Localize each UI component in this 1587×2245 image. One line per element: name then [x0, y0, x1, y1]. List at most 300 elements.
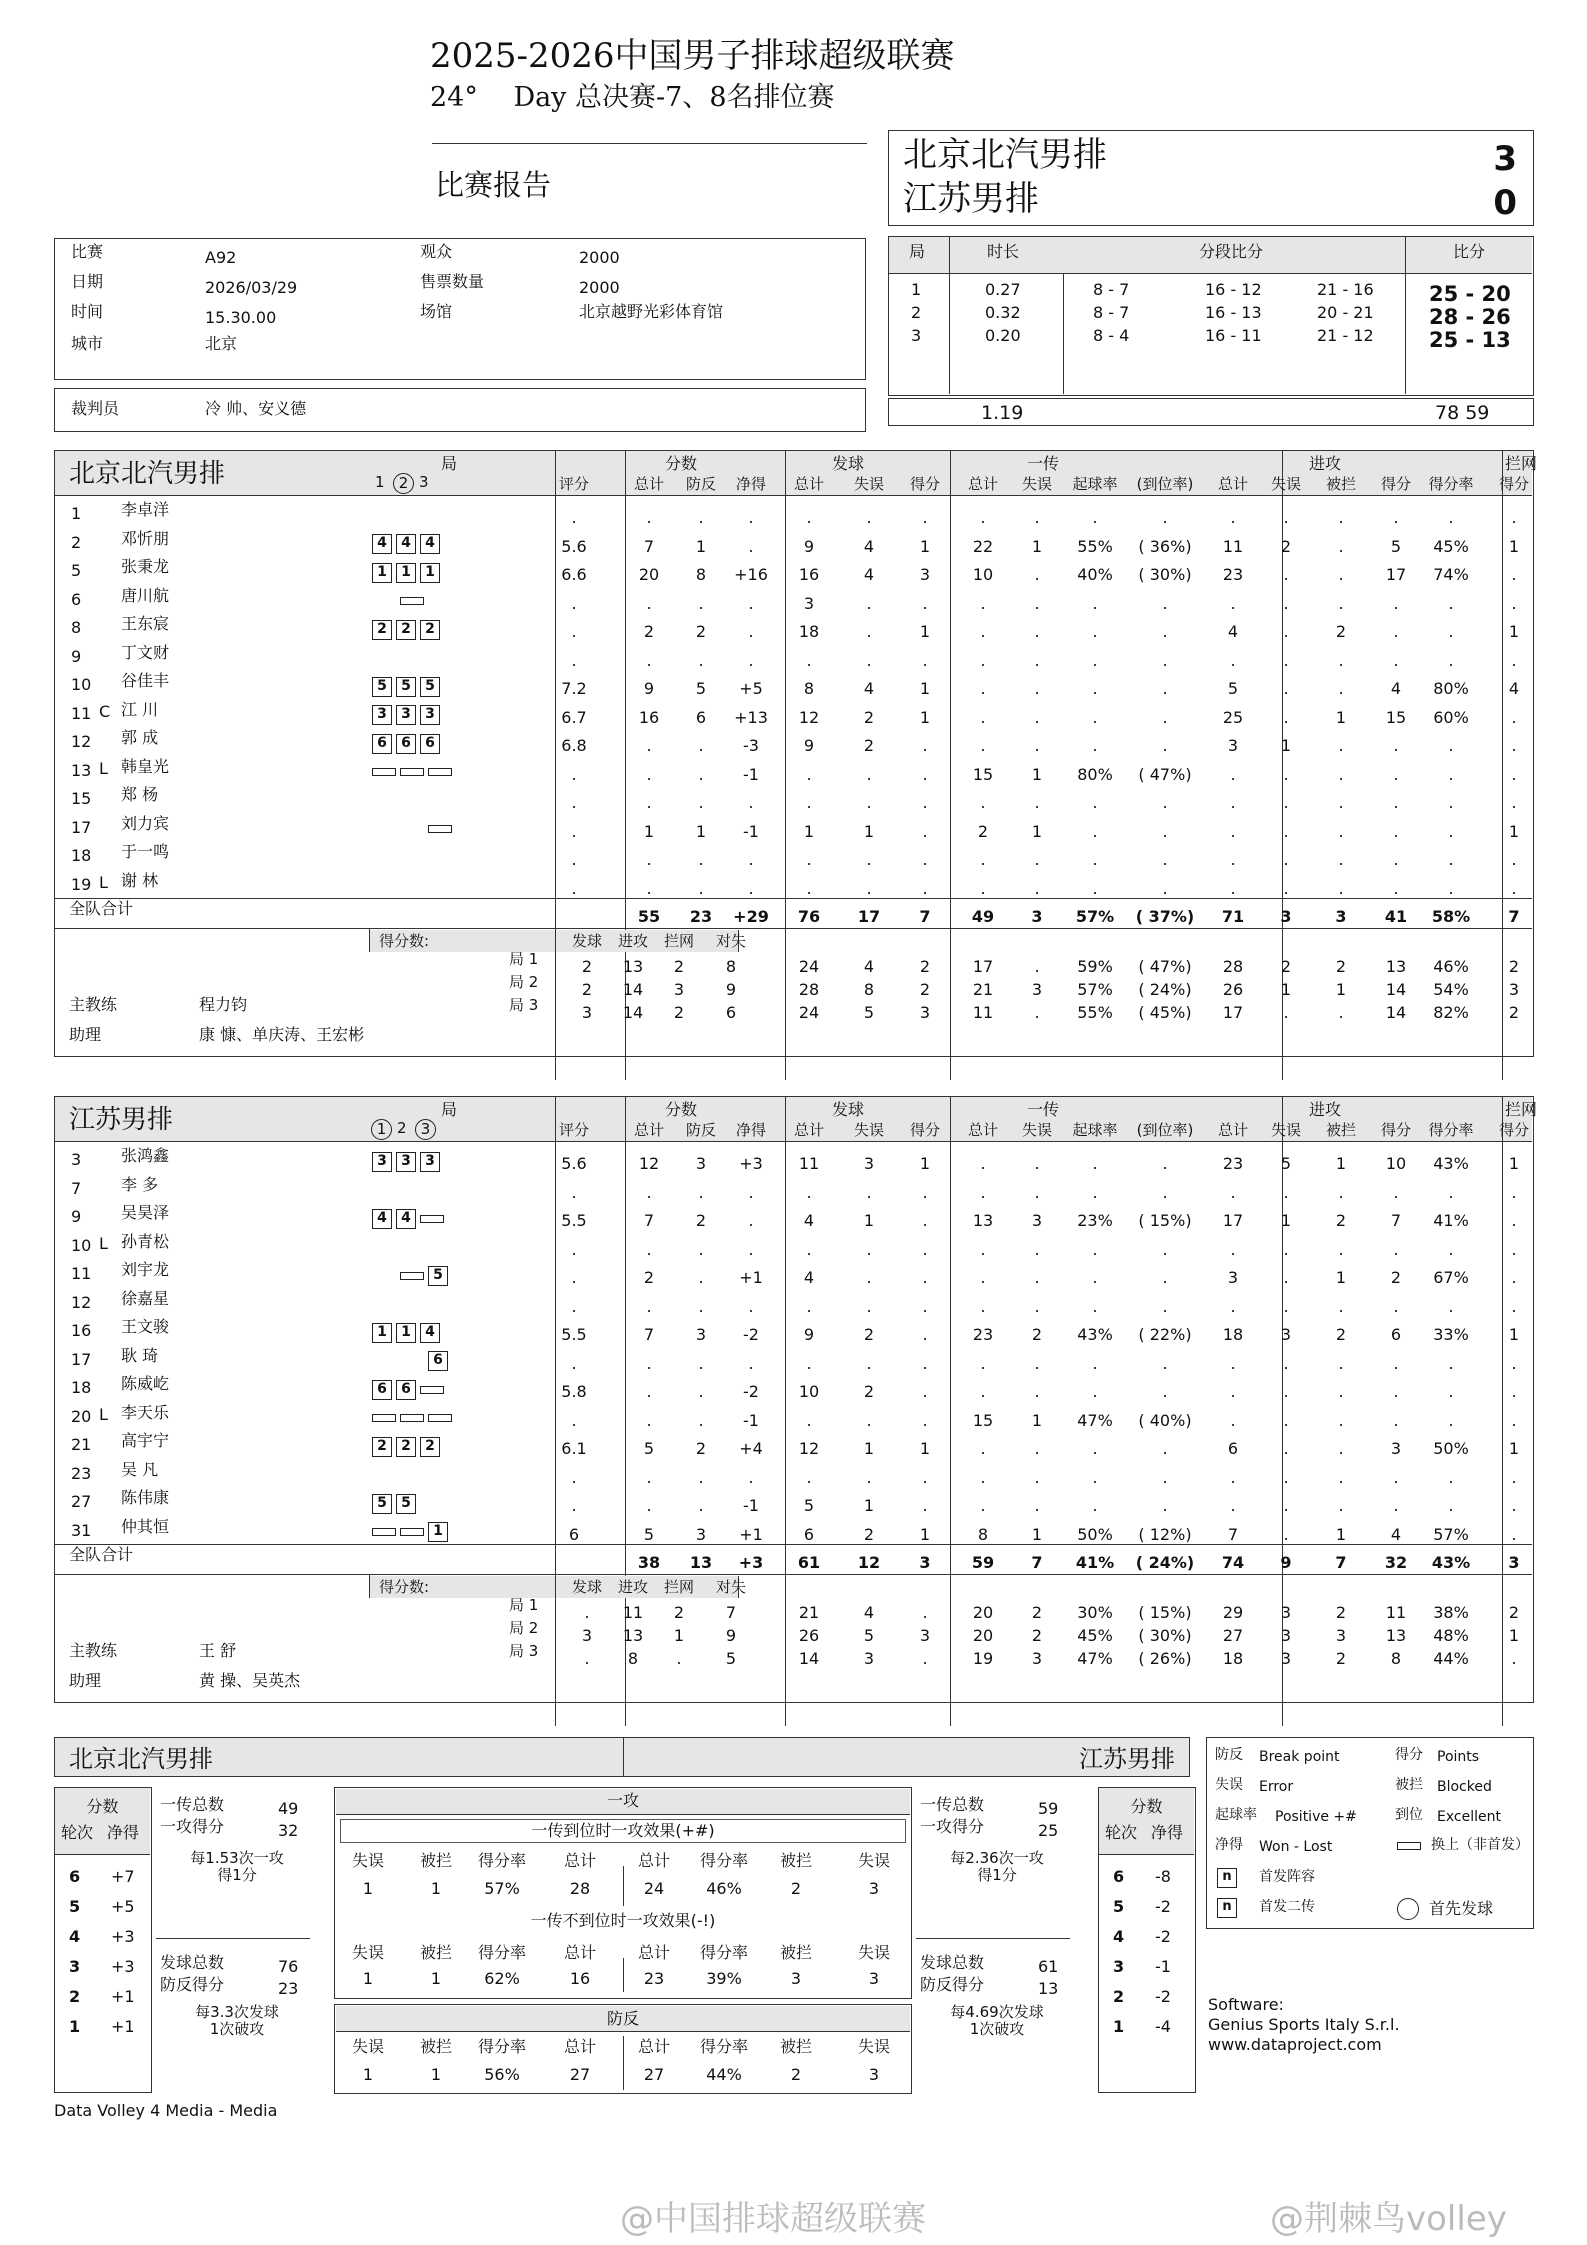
zone-box: 2	[396, 620, 416, 640]
stat-cell: .	[1393, 736, 1399, 755]
breakdown-stat: 26	[798, 1626, 820, 1645]
player-name: 王文骏	[121, 1317, 170, 1336]
stat-cell: 10	[972, 565, 994, 584]
breakdown-stat: ( 45%)	[1138, 1003, 1192, 1022]
stat-cell: 1	[803, 821, 815, 841]
player-number: 5	[71, 561, 82, 580]
set-p3: 21 - 16	[1317, 280, 1374, 299]
player-number: 13	[71, 760, 92, 780]
stat-cell: .	[698, 764, 704, 784]
stat-cell: 16	[638, 707, 660, 727]
stat-cell: .	[1511, 707, 1517, 727]
stat-cell: .	[922, 508, 928, 527]
stat-cell: 1	[919, 679, 931, 698]
rotation-head: 净得	[1151, 1823, 1184, 1842]
player-zones	[372, 676, 462, 698]
zone-box: 3	[372, 705, 392, 725]
set-indicator: 1	[375, 473, 385, 491]
player-name: 郑 杨	[121, 785, 159, 804]
total-cell: 9	[1280, 1553, 1292, 1572]
home-table-frame	[54, 450, 1538, 1057]
col-head-pct: 得分率	[1428, 1121, 1474, 1139]
stat-cell: .	[1230, 850, 1236, 869]
home-srv-note: 每3.3次发球 1次破攻	[195, 2003, 279, 2038]
away-fa: 25	[1038, 1821, 1059, 1840]
col-head: 局	[909, 242, 926, 261]
stat-cell: .	[980, 650, 986, 670]
col-head: 分段比分	[1199, 242, 1264, 261]
stat-cell: .	[866, 622, 872, 641]
stat-cell: 8	[977, 1524, 989, 1544]
stat-cell: .	[1283, 1268, 1289, 1287]
stat-cell: .	[646, 508, 652, 527]
player-name: 吴 凡	[121, 1459, 159, 1479]
stat-cell: .	[806, 850, 812, 869]
coach-name: 王 舒	[199, 1641, 237, 1660]
breakdown-stat: .	[1338, 1003, 1344, 1022]
stat-cell: 2	[1335, 622, 1347, 641]
stat-cell: .	[1162, 736, 1168, 755]
stat-cell: .	[571, 793, 577, 812]
stat-cell: .	[748, 536, 754, 556]
player-number: 31	[71, 1520, 92, 1540]
stat-cell: .	[1283, 821, 1289, 841]
col-head-exc: (到位率)	[1136, 475, 1194, 493]
col-head-total: 总计	[793, 475, 824, 493]
stat-cell: .	[698, 850, 704, 869]
stat-cell: .	[922, 764, 928, 784]
stat-cell: 5	[643, 1439, 655, 1458]
stat-cell: .	[1511, 764, 1517, 784]
breakdown-stat: 3	[1031, 1649, 1043, 1668]
stat-cell: .	[571, 1496, 577, 1515]
stat-cell: 7.2	[561, 679, 587, 698]
stat-cell: .	[1393, 1239, 1399, 1259]
player-number: 21	[71, 1435, 92, 1454]
stat-cell: .	[1162, 1496, 1168, 1515]
stat-cell: .	[1092, 878, 1098, 898]
stat-cell: .	[571, 508, 577, 527]
mid-col-head: 被拦	[779, 2037, 812, 2056]
stat-cell: .	[1162, 707, 1168, 727]
stat-cell: .	[922, 878, 928, 898]
player-zones	[372, 1351, 462, 1373]
breakdown-cell: .	[584, 1603, 590, 1622]
away-srv: 61	[1038, 1957, 1059, 1976]
stat-cell: .	[1230, 1296, 1236, 1316]
stat-cell: .	[698, 1410, 704, 1430]
zone-box: 2	[372, 1437, 392, 1457]
date: 2026/03/29	[205, 278, 298, 297]
stat-cell: 1	[1335, 1524, 1347, 1544]
stat-cell: .	[1162, 593, 1168, 613]
stat-cell: .	[698, 1382, 704, 1401]
breakdown-stat: 19	[972, 1649, 994, 1668]
stat-cell: 6	[803, 1524, 815, 1544]
total-cell: 55	[637, 907, 661, 926]
player-name: 徐嘉星	[121, 1288, 170, 1308]
stat-cell: .	[1230, 878, 1236, 898]
mid-cell: 3	[868, 2065, 880, 2084]
player-zones	[372, 648, 462, 670]
breakdown-cell: 9	[725, 1626, 737, 1645]
stat-cell: .	[698, 593, 704, 613]
set-score-table	[888, 236, 1534, 396]
stat-cell: .	[646, 878, 652, 898]
stat-cell: .	[1511, 1296, 1517, 1316]
stat-cell: .	[1448, 650, 1454, 670]
stat-cell: .	[806, 1353, 812, 1373]
match-code: A92	[205, 248, 237, 267]
rotation-number: 1	[69, 2017, 81, 2036]
stat-cell: 12	[798, 707, 820, 727]
breakdown-stat: 3	[919, 1003, 931, 1022]
breakdown-stat: 82%	[1433, 1003, 1469, 1022]
stat-cell: .	[980, 1439, 986, 1458]
legend-term: 首先发球	[1429, 1899, 1494, 1918]
zone-box: 6	[420, 734, 440, 754]
stat-cell: .	[806, 764, 812, 784]
zone-box: 1	[420, 563, 440, 583]
stat-cell: .	[1393, 878, 1399, 898]
breakdown-stat: 1	[1508, 1626, 1520, 1645]
breakdown-stat: 29	[1222, 1603, 1244, 1622]
player-zones	[372, 1294, 462, 1316]
breakdown-stat: 44%	[1433, 1649, 1469, 1668]
stat-cell: 41%	[1433, 1211, 1469, 1230]
stat-cell: ( 36%)	[1138, 536, 1192, 556]
team-name: 北京北汽男排	[69, 459, 226, 489]
breakdown-stat: 8	[863, 980, 875, 999]
breakdown-cell: .	[584, 1649, 590, 1668]
mid-cell: 46%	[706, 1879, 742, 1898]
col-head-pos: 起球率	[1072, 475, 1118, 493]
stat-cell: .	[1230, 821, 1236, 841]
set-score: 25 - 13	[1429, 328, 1511, 352]
stat-cell: 6.6	[561, 565, 587, 584]
breakdown-stat: 3	[919, 1626, 931, 1645]
set-label: 局 3	[509, 1642, 539, 1660]
stat-cell: .	[1338, 508, 1344, 527]
stat-cell: 3	[695, 1154, 707, 1173]
set-duration: 0.20	[985, 326, 1021, 345]
legend-desc: Blocked	[1437, 1779, 1492, 1795]
stat-cell: .	[980, 1182, 986, 1202]
set-p2: 16 - 11	[1205, 326, 1262, 345]
stat-cell: .	[922, 1410, 928, 1430]
stat-cell: .	[1162, 850, 1168, 869]
stat-cell: 4	[863, 536, 875, 556]
team-name: 江苏男排	[69, 1105, 174, 1135]
player-name: 谢 林	[121, 870, 159, 890]
stat-cell: .	[1283, 793, 1289, 812]
stat-cell: 1	[919, 1439, 931, 1458]
breakdown-stat: 3	[863, 1649, 875, 1668]
set-indicator: 1	[371, 1119, 392, 1140]
stat-cell: .	[1230, 1182, 1236, 1202]
mid-cell: 1	[362, 2065, 374, 2084]
stat-cell: .	[1092, 593, 1098, 613]
stat-cell: .	[1034, 593, 1040, 613]
player-zones	[372, 619, 462, 641]
stat-cell: .	[1393, 1353, 1399, 1373]
total-cell: 41%	[1075, 1553, 1115, 1572]
stat-cell: .	[1034, 622, 1040, 641]
stat-cell: ( 40%)	[1138, 1410, 1192, 1430]
total-cell: 59	[971, 1553, 995, 1572]
stat-cell: .	[1092, 1182, 1098, 1202]
stat-cell: .	[748, 1467, 754, 1487]
player-zones	[372, 1436, 462, 1458]
stat-cell: .	[1448, 878, 1454, 898]
breakdown-stat: 8	[1390, 1649, 1402, 1668]
col-head-total: 总计	[793, 1121, 824, 1139]
time: 15.30.00	[205, 308, 277, 327]
label: 裁判员	[71, 399, 120, 418]
referees: 冷 帅、安义德	[205, 399, 307, 418]
rotation-head: 轮次	[61, 1823, 94, 1842]
final-score-box	[888, 130, 1534, 226]
total-cell: 3	[1280, 907, 1292, 926]
stat-cell: 5.6	[561, 1154, 587, 1173]
stat-cell: .	[1162, 1382, 1168, 1401]
stat-cell: 2	[863, 1325, 875, 1344]
rotation-number: 5	[69, 1897, 81, 1916]
set-p3: 20 - 21	[1317, 303, 1374, 322]
breakdown-stat: 2	[1508, 957, 1520, 976]
breakdown-cell: 1	[673, 1626, 685, 1645]
away-rec-total: 59	[1038, 1799, 1059, 1818]
stat-cell: .	[922, 793, 928, 812]
stat-cell: .	[748, 1296, 754, 1316]
stat-cell: .	[571, 622, 577, 641]
stat-cell: .	[980, 1154, 986, 1173]
stat-cell: .	[1283, 1382, 1289, 1401]
stat-cell: 1	[863, 1439, 875, 1458]
stat-cell: .	[1092, 1439, 1098, 1458]
stat-cell: .	[1338, 850, 1344, 869]
stat-cell: .	[980, 1496, 986, 1515]
home-fa-note: 每1.53次一攻 得1分	[190, 1849, 284, 1884]
breakdown-stat: 57%	[1077, 980, 1113, 999]
col-head-total: 总计	[1217, 1121, 1248, 1139]
player-zones	[372, 562, 462, 584]
stat-cell: .	[1092, 1268, 1098, 1287]
breakdown-stat: 14	[1385, 1003, 1407, 1022]
col-head-pct: 得分率	[1428, 475, 1474, 493]
home-bp-label: 防反得分	[160, 1975, 225, 1994]
total-cell: 13	[689, 1553, 713, 1572]
starting-lineup-icon: n	[1217, 1868, 1237, 1888]
stat-cell: .	[1448, 1182, 1454, 1202]
stat-cell: 2	[863, 1524, 875, 1544]
breakdown-stat: .	[922, 1649, 928, 1668]
rotation-head: 净得	[107, 1823, 140, 1842]
stat-cell: .	[1511, 793, 1517, 812]
total-cell: 17	[857, 907, 881, 926]
mid-cell: 27	[643, 2065, 665, 2084]
stat-cell: 1	[1335, 1268, 1347, 1287]
stat-cell: .	[980, 1382, 986, 1401]
stat-cell: 6	[568, 1524, 580, 1544]
col-head-blocked: 被拦	[1325, 475, 1356, 493]
set-set: 3	[911, 326, 922, 345]
breakdown-stat: 3	[1280, 1603, 1292, 1622]
breakdown-stat: 3	[1335, 1626, 1347, 1645]
player-zones	[372, 1237, 462, 1259]
rotation-number: 2	[1113, 1987, 1125, 2006]
total-cell: ( 37%)	[1135, 907, 1195, 926]
zone-box: 1	[372, 1323, 392, 1343]
stat-cell: .	[1034, 565, 1040, 584]
stat-cell: .	[980, 707, 986, 727]
stat-cell: .	[922, 736, 928, 755]
stat-cell: 5.8	[561, 1382, 587, 1401]
stat-cell: 80%	[1433, 679, 1469, 698]
col-head-err: 失误	[853, 475, 884, 493]
stat-cell: 8	[803, 679, 815, 698]
player-number: 2	[71, 532, 82, 552]
breakdown-cell: 8	[627, 1649, 639, 1668]
breakdown-head: 进攻	[617, 1578, 648, 1596]
legend-desc: Won - Lost	[1259, 1839, 1333, 1855]
zone-box: 5	[372, 677, 392, 697]
breakdown-stat: 24	[798, 1003, 820, 1022]
stat-cell: .	[866, 1239, 872, 1259]
set-p1: 8 - 4	[1093, 326, 1130, 345]
col-head-total: 总计	[967, 1121, 998, 1139]
software-vendor: Genius Sports Italy S.r.l.	[1208, 2015, 1400, 2034]
stat-cell: .	[1092, 1382, 1098, 1401]
stat-cell: .	[1092, 736, 1098, 755]
zone-box: 2	[396, 1437, 416, 1457]
breakdown-stat: ( 15%)	[1138, 1603, 1192, 1622]
stat-cell: .	[1230, 593, 1236, 613]
stat-cell: .	[1230, 1382, 1236, 1401]
stat-cell: .	[806, 650, 812, 670]
player-zones	[372, 591, 462, 613]
stat-cell: 10	[1385, 1154, 1407, 1173]
mid-cell: 1	[362, 1969, 374, 1988]
set-label: 局 2	[509, 1619, 539, 1637]
mid-col-head: 总计	[637, 2037, 670, 2056]
stat-cell: .	[1283, 679, 1289, 698]
stat-cell: 2	[695, 1211, 707, 1230]
stat-cell: .	[571, 1296, 577, 1316]
col-head-err: 失误	[853, 1121, 884, 1139]
stat-cell: .	[806, 1410, 812, 1430]
stat-cell: .	[748, 650, 754, 670]
breakdown-stat: 20	[972, 1603, 994, 1622]
set-indicator: 2	[393, 473, 414, 494]
player-number: 10	[71, 675, 92, 694]
substitute-marker	[400, 1414, 424, 1422]
coach-label: 主教练	[69, 1641, 118, 1660]
away-fa-label: 一攻得分	[920, 1817, 985, 1836]
player-number: 15	[71, 789, 92, 808]
away-srv-label: 发球总数	[920, 1953, 985, 1972]
mid-col-head: 得分率	[477, 1851, 526, 1870]
stat-cell: 2	[863, 707, 875, 727]
stat-cell: .	[980, 1467, 986, 1487]
footer: Data Volley 4 Media - Media	[54, 2101, 278, 2120]
zone-box: 2	[420, 620, 440, 640]
player-zones	[372, 1265, 462, 1287]
stat-cell: .	[571, 1410, 577, 1430]
stat-cell: .	[922, 1211, 928, 1230]
stat-cell: .	[922, 1296, 928, 1316]
breakdown-head: 进攻	[617, 932, 648, 950]
rotation-number: 5	[1113, 1897, 1125, 1916]
breakdown-head: 对失	[715, 932, 746, 950]
page-title: 2025-2026中国男子排球超级联赛	[430, 36, 955, 76]
mid-col-head: 被拦	[779, 1943, 812, 1962]
stat-cell: .	[1230, 1467, 1236, 1487]
total-cell: +3	[738, 1553, 764, 1572]
stat-cell: 55%	[1077, 536, 1113, 556]
stat-cell: .	[1283, 508, 1289, 527]
stat-cell: 3	[1227, 736, 1239, 755]
total-cell: 12	[857, 1553, 881, 1572]
home-srv: 76	[278, 1957, 299, 1976]
mid-col-head: 失误	[351, 2037, 384, 2056]
stat-cell: 50%	[1077, 1524, 1113, 1544]
legend-desc: Points	[1437, 1749, 1480, 1765]
stat-cell: .	[646, 1382, 652, 1401]
col-head-wl: 净得	[735, 475, 766, 493]
stat-cell: .	[866, 878, 872, 898]
col-head-blocked: 被拦	[1325, 1121, 1356, 1139]
stat-cell: .	[1283, 764, 1289, 784]
stat-cell: .	[922, 593, 928, 613]
stat-cell: 11	[798, 1154, 820, 1173]
stat-cell: 5	[803, 1496, 815, 1515]
stat-cell: 50%	[1433, 1439, 1469, 1458]
assistant-label: 助理	[69, 1025, 102, 1044]
stat-cell: .	[571, 593, 577, 613]
stat-cell: 18	[798, 622, 820, 641]
stat-cell: .	[1393, 1496, 1399, 1515]
col-head-total: 总计	[1217, 475, 1248, 493]
stat-cell: 7	[1227, 1524, 1239, 1544]
stat-cell: .	[1230, 508, 1236, 527]
stat-cell: .	[1034, 1382, 1040, 1401]
stat-cell: .	[1511, 1353, 1517, 1373]
stat-cell: .	[1092, 821, 1098, 841]
player-zones	[372, 1493, 462, 1515]
stat-cell: .	[922, 1382, 928, 1401]
label: 场馆	[420, 302, 453, 321]
total-cell: 7	[1031, 1553, 1043, 1572]
stat-cell: 3	[695, 1325, 707, 1344]
stat-cell: 6.8	[561, 736, 587, 755]
stat-cell: 2	[863, 1382, 875, 1401]
player-number: 19	[71, 874, 92, 894]
total-cell: 7	[919, 907, 931, 926]
player-role: L	[99, 1233, 108, 1253]
breakdown-stat: 3	[1280, 1626, 1292, 1645]
stat-cell: 1	[1335, 1154, 1347, 1173]
col-head-exc: (到位率)	[1136, 1121, 1194, 1139]
breakdown-cell: 8	[725, 957, 737, 976]
stat-cell: .	[1162, 1353, 1168, 1373]
player-zones	[372, 1379, 462, 1401]
stat-cell: .	[1162, 508, 1168, 527]
mid-col-head: 总计	[637, 1851, 670, 1870]
breakdown-stat: 1	[1280, 980, 1292, 999]
stat-cell: .	[1092, 1467, 1098, 1487]
stat-cell: .	[748, 850, 754, 869]
